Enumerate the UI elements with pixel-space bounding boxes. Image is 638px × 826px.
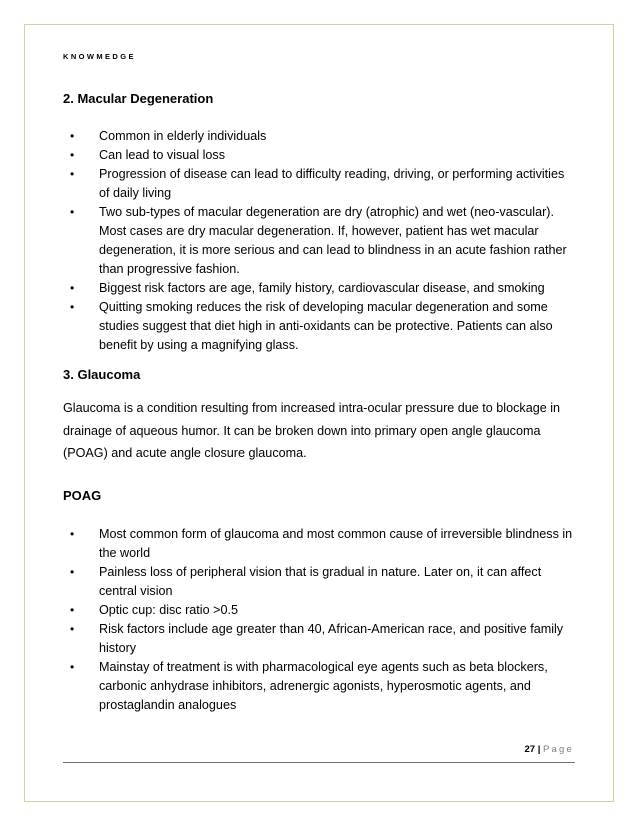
paragraph-line: (POAG) and acute angle closure glaucoma. bbox=[63, 446, 307, 460]
bullet-item bbox=[63, 658, 578, 715]
bullet-line: Painless loss of peripheral vision that is gradual in nature. Later on, it can affect bbox=[99, 564, 542, 579]
bullet-item bbox=[63, 620, 578, 658]
bullet-line: Can lead to visual loss bbox=[99, 148, 226, 162]
page-content bbox=[63, 91, 578, 715]
bullet-line: central vision bbox=[99, 583, 173, 598]
paragraph-line: drainage of aqueous humor. It can be broken down into primary open angle glaucoma bbox=[63, 423, 541, 438]
bullet-line: Most cases are dry macular degeneration. If, however, patient has wet macular bbox=[99, 224, 539, 238]
section-heading-macular: 2. Macular Degeneration bbox=[63, 91, 214, 106]
bullet-item bbox=[63, 127, 578, 146]
document-header: KNOWMEDGE bbox=[63, 52, 136, 61]
bullet-line: Common in elderly individuals bbox=[99, 129, 267, 143]
bullet-item bbox=[63, 165, 578, 203]
section-heading-poag: POAG bbox=[63, 487, 102, 503]
bullet-line: Optic cup: disc ratio >0.5 bbox=[99, 602, 238, 617]
bullet-line: Risk factors include age greater than 40, African-American race, and positive family bbox=[99, 621, 564, 636]
bullet-item bbox=[63, 601, 578, 620]
bullet-line: Biggest risk factors are age, family history, cardiovascular disease, and smoking bbox=[99, 281, 545, 295]
bullet-item bbox=[63, 563, 578, 601]
bullet-line: Progression of disease can lead to difficulty reading, driving, or performing activities bbox=[99, 167, 565, 181]
page-label: Page bbox=[543, 744, 574, 755]
bullet-line: than progressive fashion. bbox=[99, 262, 240, 276]
bullet-line: studies suggest that diet high in anti-oxidants can be protective. Patients can also bbox=[99, 319, 553, 333]
bullet-line: of daily living bbox=[99, 186, 172, 200]
glaucoma-paragraph bbox=[63, 397, 578, 465]
bullet-line: degeneration, it is more serious and can lead to blindness in an acute fashion rather bbox=[99, 243, 567, 257]
bullet-line: Quitting smoking reduces the risk of developing macular degeneration and some bbox=[99, 300, 548, 314]
bullet-list-macular bbox=[63, 127, 578, 355]
bullet-line: Most common form of glaucoma and most common cause of irreversible blindness in bbox=[99, 526, 573, 541]
bullet-line: history bbox=[99, 640, 137, 655]
bullet-item bbox=[63, 146, 578, 165]
bullet-item bbox=[63, 525, 578, 563]
paragraph-line: Glaucoma is a condition resulting from increased intra-ocular pressure due to blockage in bbox=[63, 401, 561, 415]
bullet-line: the world bbox=[99, 545, 151, 560]
bullet-line: benefit by using a magnifying glass. bbox=[99, 338, 299, 352]
footer-separator: | bbox=[537, 744, 541, 755]
bullet-line: prostaglandin analogues bbox=[99, 697, 237, 712]
page-footer bbox=[524, 744, 574, 755]
bullet-line: carbonic anhydrase inhibitors, adrenergic agonists, hyperosmotic agents, and bbox=[99, 678, 531, 693]
bullet-item bbox=[63, 298, 578, 355]
bullet-item bbox=[63, 279, 578, 298]
bullet-list-poag bbox=[63, 525, 578, 715]
footer-divider bbox=[63, 762, 575, 763]
bullet-line: Two sub-types of macular degeneration are dry (atrophic) and wet (neo-vascular). bbox=[99, 205, 554, 219]
section-heading-glaucoma: 3. Glaucoma bbox=[63, 367, 141, 382]
bullet-item bbox=[63, 203, 578, 279]
page-number: 27 bbox=[524, 744, 536, 755]
bullet-line: Mainstay of treatment is with pharmacological eye agents such as beta blockers, bbox=[99, 659, 548, 674]
